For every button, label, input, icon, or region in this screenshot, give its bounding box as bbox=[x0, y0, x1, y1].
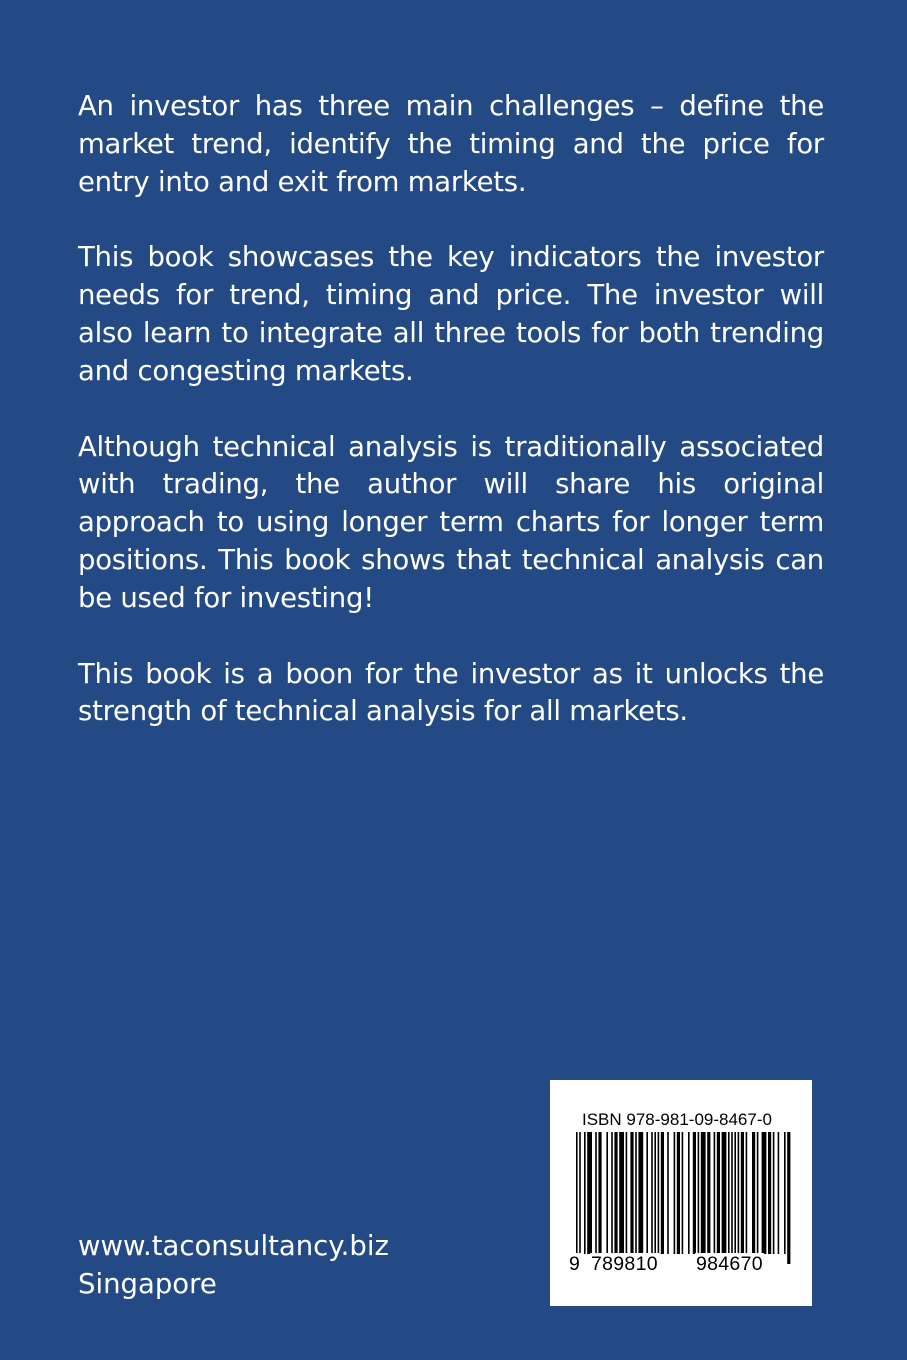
isbn-label: ISBN 978-981-09-8467-0 bbox=[582, 1110, 772, 1129]
barcode-digits bbox=[568, 1253, 798, 1275]
back-cover-blurb bbox=[78, 88, 824, 769]
barcode-digit-group-right: 984670 bbox=[696, 1253, 763, 1275]
blurb-paragraph: Although technical analysis is traditionally associated with trading, the author will share his original approach to using longer term charts for longer term positions. This book shows that technical analysis can be used for investing! bbox=[78, 430, 824, 614]
publisher-website: www.taconsultancy.biz bbox=[78, 1230, 389, 1262]
blurb-paragraph: An investor has three main challenges – define the market trend, identify the timing and the price for entry into and exit from markets. bbox=[78, 90, 824, 198]
barcode-digit-group-left: 789810 bbox=[591, 1253, 658, 1275]
blurb-paragraph: This book showcases the key indicators the investor needs for trend, timing and price. The investor will also learn to integrate all three tools for both trending and congesting markets. bbox=[78, 241, 824, 387]
blurb-paragraph: This book is a boon for the investor as it unlocks the strength of technical analysis for all markets. bbox=[78, 657, 824, 728]
barcode-digit-first: 9 bbox=[569, 1253, 581, 1275]
publisher-info bbox=[78, 1228, 389, 1304]
barcode-icon bbox=[572, 1132, 794, 1264]
isbn-barcode-box bbox=[550, 1080, 812, 1306]
publisher-location: Singapore bbox=[78, 1267, 217, 1300]
